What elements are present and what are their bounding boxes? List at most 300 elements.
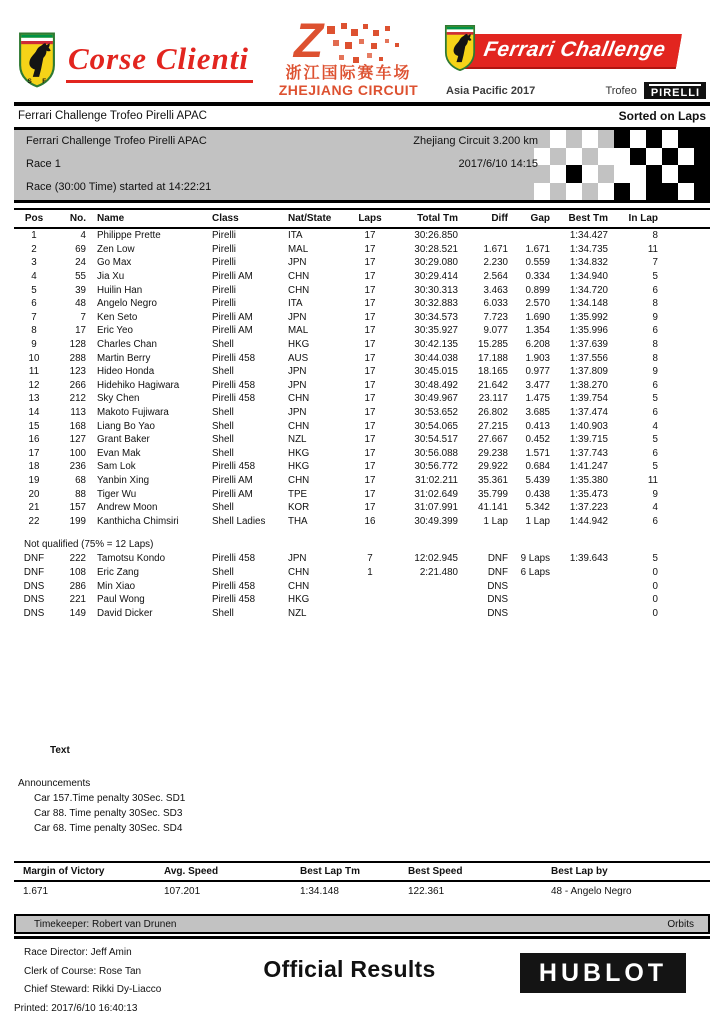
cell: 17 — [28, 447, 40, 459]
cell: Pirelli AM — [212, 488, 253, 500]
footer — [14, 944, 710, 1018]
cell: 3.463 — [483, 284, 508, 296]
cell: 15 — [28, 420, 40, 432]
corse-clienti-wordmark: Corse Clienti — [66, 41, 253, 83]
cell: Pirelli — [212, 257, 236, 269]
checker-cell — [694, 183, 710, 201]
checker-cell — [694, 148, 710, 166]
result-row — [14, 256, 710, 270]
checker-cell — [662, 130, 678, 148]
result-row — [14, 474, 710, 488]
not-qualified-row — [14, 537, 710, 552]
result-row — [14, 283, 710, 297]
nq-result-row — [14, 552, 710, 566]
cell: 128 — [69, 339, 86, 351]
cell — [510, 606, 552, 620]
announcements — [18, 776, 710, 836]
cell: 221 — [69, 594, 86, 606]
cell: 1:35.992 — [569, 311, 608, 323]
stat-value-bestlapby: 48 - Angelo Negro — [551, 886, 632, 898]
cell: 1:40.903 — [569, 420, 608, 432]
announcements-label: Announcements — [18, 778, 91, 790]
cell: 12:02.945 — [414, 553, 458, 565]
steward-line: Chief Steward: Rikki Dy-Liacco — [24, 984, 162, 996]
column-header-class: Class — [210, 209, 286, 228]
official-results-title: Official Results — [263, 956, 436, 983]
result-row — [14, 338, 710, 352]
cell: 1:37.743 — [569, 447, 608, 459]
cell: 30:42.135 — [414, 339, 458, 351]
cell: 20 — [28, 488, 40, 500]
checker-cell — [678, 148, 694, 166]
cell: 31:07.991 — [414, 502, 458, 514]
cell: Pirelli AM — [212, 474, 253, 486]
cell: 17 — [364, 447, 376, 459]
cell: 17 — [364, 271, 376, 283]
cell: 0.899 — [525, 284, 550, 296]
cell: 17 — [364, 366, 376, 378]
stat-label-bestspeed: Best Speed — [408, 866, 463, 878]
cell: 17 — [75, 325, 86, 337]
cell: MAL — [288, 325, 309, 337]
asia-pacific-label: Asia Pacific 2017 — [446, 84, 536, 97]
cell: DNF — [487, 553, 508, 565]
checker-cell — [646, 130, 662, 148]
result-row — [14, 460, 710, 474]
checker-cell — [550, 130, 566, 148]
cell: 68 — [75, 474, 86, 486]
cell: 6 — [652, 407, 658, 419]
cell: 30:29.080 — [414, 257, 458, 269]
cell: Charles Chan — [97, 339, 157, 351]
cell: 17 — [364, 379, 376, 391]
cell: 7 — [80, 311, 86, 323]
cell: 3 — [31, 257, 37, 269]
column-header-gap: Gap — [510, 209, 552, 228]
info-datetime: 2017/6/10 14:15 — [458, 158, 538, 170]
nq-result-row — [14, 593, 710, 607]
cell: 2 — [31, 243, 37, 255]
race-info-box — [14, 127, 710, 203]
cell: 1 Lap — [525, 515, 550, 527]
cell: DNF — [23, 553, 45, 565]
cell: Sky Chen — [97, 393, 140, 405]
cell: 1:37.223 — [569, 502, 608, 514]
stats-header-row — [14, 861, 710, 882]
cell: 17 — [364, 243, 376, 255]
cell: 0.452 — [525, 434, 550, 446]
results-body — [14, 228, 710, 620]
stats-values-row — [14, 882, 710, 901]
cell: 5 — [652, 434, 658, 446]
cell: 1.903 — [525, 352, 550, 364]
hublot-logo: HUBLOT — [520, 953, 686, 993]
cell: 23.117 — [478, 393, 508, 405]
cell: Pirelli 458 — [212, 352, 256, 364]
cell: 30:45.015 — [414, 366, 458, 378]
cell: 30:53.652 — [414, 407, 458, 419]
cell: 1:38.270 — [569, 379, 608, 391]
checker-cell — [646, 183, 662, 201]
cell: Ken Seto — [97, 311, 138, 323]
race-officials — [14, 944, 239, 1018]
checker-cell — [598, 165, 614, 183]
cell: HKG — [288, 339, 310, 351]
cell — [552, 579, 610, 593]
cell: 30:32.883 — [414, 298, 458, 310]
cell: 1:34.832 — [569, 257, 608, 269]
cell — [348, 593, 392, 607]
cell: 17 — [364, 257, 376, 269]
cell: 17 — [364, 230, 376, 242]
column-header-diff: Diff — [460, 209, 510, 228]
cell: 127 — [69, 434, 86, 446]
printed-line: Printed: 2017/6/10 16:40:13 — [14, 1002, 138, 1014]
announcement-item: Car 157.Time penalty 30Sec. SD1 — [34, 793, 186, 805]
cell: 6 — [652, 515, 658, 527]
ferrari-challenge-logo — [444, 25, 706, 99]
race-director-line: Race Director: Jeff Amin — [24, 947, 132, 959]
checker-cell — [694, 130, 710, 148]
column-header-pos: Pos — [14, 209, 54, 228]
zhejiang-z-letter: Z — [293, 15, 324, 69]
clerk-line: Clerk of Course: Rose Tan — [24, 965, 142, 977]
trofeo-label: Trofeo — [605, 84, 637, 97]
cell: 1 — [367, 566, 373, 578]
column-header-name: Name — [88, 209, 210, 228]
checker-cell — [630, 183, 646, 201]
cell: 6 — [31, 298, 37, 310]
cell: 1:37.474 — [569, 407, 608, 419]
cell: 5.342 — [525, 502, 550, 514]
cell: 9 Laps — [520, 553, 550, 565]
svg-text:F: F — [42, 77, 47, 85]
ferrari-challenge-banner — [463, 34, 682, 67]
cell: 17 — [364, 325, 376, 337]
sorted-on-label: Sorted on Laps — [618, 109, 706, 123]
cell: Eric Yeo — [97, 325, 133, 337]
checker-cell — [646, 165, 662, 183]
pirelli-logo: PIRELLI — [644, 82, 706, 99]
svg-text:S: S — [27, 77, 32, 85]
cell: 41.141 — [478, 502, 508, 514]
cell: 6 — [652, 325, 658, 337]
cell: Shell Ladies — [212, 515, 266, 527]
column-header-no: No. — [54, 209, 88, 228]
cell: 0.438 — [525, 488, 550, 500]
cell: 236 — [69, 461, 86, 473]
cell: Hidehiko Hagiwara — [97, 379, 180, 391]
cell: 1:37.556 — [569, 352, 608, 364]
cell: 5 — [652, 553, 658, 565]
race-stats — [14, 861, 710, 901]
cell: Zen Low — [97, 243, 135, 255]
result-row — [14, 406, 710, 420]
result-row — [14, 433, 710, 447]
cell: 3.477 — [525, 379, 550, 391]
cell: TPE — [288, 488, 308, 500]
cell: Tamotsu Kondo — [97, 553, 166, 565]
cell: 29.238 — [478, 447, 508, 459]
cell: 1:35.473 — [569, 488, 608, 500]
cell: 30:44.038 — [414, 352, 458, 364]
cell: 0 — [652, 566, 658, 578]
cell: 1 Lap — [483, 515, 508, 527]
result-row — [14, 324, 710, 338]
cell: 6.208 — [525, 339, 550, 351]
checker-cell — [566, 165, 582, 183]
timekeeper-bar — [14, 914, 710, 934]
cell: 4 — [80, 230, 86, 242]
cell: 108 — [69, 566, 86, 578]
cell: 0.684 — [525, 461, 550, 473]
nq-result-row — [14, 606, 710, 620]
cell — [460, 228, 510, 243]
cell: 5 — [652, 393, 658, 405]
cell: 48 — [75, 298, 86, 310]
orbits-label: Orbits — [667, 918, 694, 930]
cell: 12 — [28, 379, 40, 391]
cell: HKG — [288, 447, 310, 459]
cell: 8 — [652, 339, 658, 351]
cell: 16 — [28, 434, 40, 446]
cell: Pirelli — [212, 243, 236, 255]
cell: 27.215 — [478, 420, 508, 432]
cell: Shell — [212, 339, 234, 351]
checker-cell — [582, 183, 598, 201]
corse-clienti-logo — [18, 32, 253, 93]
cell: 7 — [31, 311, 37, 323]
cell: 1:34.735 — [569, 243, 608, 255]
cell: HKG — [288, 594, 310, 606]
checker-cell — [678, 130, 694, 148]
result-row — [14, 311, 710, 325]
cell: Tiger Wu — [97, 488, 137, 500]
cell: Pirelli AM — [212, 325, 253, 337]
cell: 17 — [364, 298, 376, 310]
cell: 21 — [28, 502, 40, 514]
checker-cell — [630, 148, 646, 166]
cell: Pirelli — [212, 298, 236, 310]
cell: Makoto Fujiwara — [97, 407, 169, 419]
cell — [552, 566, 610, 580]
cell: 17 — [364, 420, 376, 432]
cell: 88 — [75, 488, 86, 500]
cell: 9 — [31, 339, 37, 351]
cell: Pirelli 458 — [212, 594, 256, 606]
cell: DNS — [23, 580, 45, 592]
cell: 1.690 — [525, 311, 550, 323]
cell: Pirelli AM — [212, 311, 253, 323]
cell: 17 — [364, 339, 376, 351]
cell: 17 — [364, 311, 376, 323]
cell: 212 — [69, 393, 86, 405]
cell: 14 — [28, 407, 40, 419]
series-title: Ferrari Challenge Trofeo Pirelli APAC — [18, 110, 207, 122]
cell: 17 — [364, 502, 376, 514]
cell: 7.723 — [483, 311, 508, 323]
cell: CHN — [288, 474, 310, 486]
checker-cell — [630, 130, 646, 148]
cell: 1.571 — [525, 447, 550, 459]
cell: 168 — [69, 420, 86, 432]
cell — [510, 228, 552, 243]
cell: 1:34.148 — [569, 298, 608, 310]
header-row — [14, 209, 710, 228]
cell — [392, 579, 460, 593]
ferrari-challenge-wordmark: Ferrari Challenge — [482, 38, 668, 61]
cell: Shell — [212, 607, 234, 619]
cell: 1:34.720 — [569, 284, 608, 296]
cell: 288 — [69, 352, 86, 364]
spacer-row — [14, 528, 710, 537]
cell: 1:39.715 — [569, 434, 608, 446]
cell: 0.559 — [525, 257, 550, 269]
info-race-note: Race (30:00 Time) started at 14:22:21 — [26, 181, 212, 193]
stat-value-margin: 1.671 — [23, 886, 49, 898]
stat-label-avgspeed: Avg. Speed — [164, 866, 219, 878]
cell: DNS — [487, 594, 508, 606]
cell: Andrew Moon — [97, 502, 158, 514]
cell: Martin Berry — [97, 352, 151, 364]
stat-label-bestlapby: Best Lap by — [551, 866, 608, 878]
checker-cell — [582, 130, 598, 148]
header-logos — [14, 15, 710, 102]
cell: CHN — [288, 284, 310, 296]
cell: 0 — [652, 607, 658, 619]
cell: Grant Baker — [97, 434, 150, 446]
cell: 17 — [364, 284, 376, 296]
cell: 1.671 — [483, 243, 508, 255]
text-section-title: Text — [50, 745, 70, 757]
cell: 5 — [31, 284, 37, 296]
cell: 1.475 — [525, 393, 550, 405]
cell: 24 — [75, 257, 86, 269]
cell: 9.077 — [483, 325, 508, 337]
cell: NZL — [288, 607, 307, 619]
result-row — [14, 487, 710, 501]
cell: Shell — [212, 366, 234, 378]
cell: Kanthicha Chimsiri — [97, 515, 179, 527]
ferrari-shield-icon — [444, 25, 476, 76]
cell: 11 — [647, 474, 658, 486]
cell: JPN — [288, 257, 307, 269]
cell: 1:39.754 — [569, 393, 608, 405]
cell: 17 — [364, 352, 376, 364]
checker-cell — [614, 130, 630, 148]
cell: NZL — [288, 434, 307, 446]
cell: Shell — [212, 502, 234, 514]
zhejiang-chinese-text: 浙江国际赛车场 — [285, 65, 412, 83]
cell: 10 — [28, 352, 40, 364]
cell: 30:54.517 — [414, 434, 458, 446]
cell: 13 — [28, 393, 40, 405]
info-circuit: Zhejiang Circuit 3.200 km — [413, 135, 538, 147]
cell: JPN — [288, 379, 307, 391]
cell: 1:37.639 — [569, 339, 608, 351]
cell: 4 — [31, 271, 37, 283]
cell: 8 — [652, 230, 658, 242]
cell: 31:02.211 — [415, 474, 458, 486]
cell — [348, 579, 392, 593]
cell — [552, 606, 610, 620]
cell: Shell — [212, 407, 234, 419]
cell: 1:34.427 — [569, 230, 608, 242]
cell: Paul Wong — [97, 594, 145, 606]
cell: 2.570 — [525, 298, 550, 310]
cell: MAL — [288, 243, 309, 255]
cell: 17 — [364, 474, 376, 486]
cell: 0.413 — [525, 420, 550, 432]
cell: Pirelli 458 — [212, 553, 256, 565]
cell: CHN — [288, 271, 310, 283]
column-header-inlap: In Lap — [610, 209, 710, 228]
cell: Huilin Han — [97, 284, 143, 296]
cell: 2.230 — [483, 257, 508, 269]
divider — [14, 936, 710, 939]
cell: CHN — [288, 580, 310, 592]
cell: 6 — [652, 284, 658, 296]
cell: 30:49.967 — [414, 393, 458, 405]
cell: 15.285 — [478, 339, 508, 351]
result-row — [14, 228, 710, 243]
checker-cell — [662, 183, 678, 201]
cell: 30:28.521 — [414, 243, 458, 255]
cell: 16 — [364, 515, 376, 527]
cell: 6.033 — [483, 298, 508, 310]
cell: 1:35.996 — [569, 325, 608, 337]
cell: 5.439 — [525, 474, 550, 486]
column-header-laps: Laps — [348, 209, 392, 228]
cell: JPN — [288, 311, 307, 323]
checker-cell — [614, 183, 630, 201]
cell: 30:30.313 — [414, 284, 458, 296]
cell: Pirelli AM — [212, 271, 253, 283]
cell: THA — [288, 515, 308, 527]
cell: 55 — [75, 271, 86, 283]
cell: 30:35.927 — [414, 325, 458, 337]
column-header-nat: Nat/State — [286, 209, 348, 228]
result-row — [14, 351, 710, 365]
cell: 35.799 — [478, 488, 508, 500]
cell: 18.165 — [478, 366, 508, 378]
checker-cell — [598, 148, 614, 166]
checker-cell — [598, 183, 614, 201]
cell: 8 — [31, 325, 37, 337]
cell: Yanbin Xing — [97, 474, 150, 486]
cell: 149 — [69, 607, 86, 619]
checker-cell — [694, 165, 710, 183]
cell: 30:34.573 — [414, 311, 458, 323]
checker-cell — [550, 183, 566, 201]
checker-cell — [566, 130, 582, 148]
cell: CHN — [288, 566, 310, 578]
cell: David Dicker — [97, 607, 153, 619]
info-race: Race 1 — [26, 158, 61, 170]
cell: JPN — [288, 407, 307, 419]
cell: 27.667 — [478, 434, 508, 446]
cell: JPN — [288, 553, 307, 565]
cell: 29.922 — [478, 461, 508, 473]
cell: 39 — [75, 284, 86, 296]
cell: 21.642 — [478, 379, 508, 391]
cell: 1 — [31, 230, 37, 242]
cell: ITA — [288, 298, 303, 310]
checker-cell — [550, 165, 566, 183]
cell: Pirelli 458 — [212, 461, 256, 473]
cell: 30:48.492 — [414, 379, 458, 391]
cell: 0 — [652, 594, 658, 606]
